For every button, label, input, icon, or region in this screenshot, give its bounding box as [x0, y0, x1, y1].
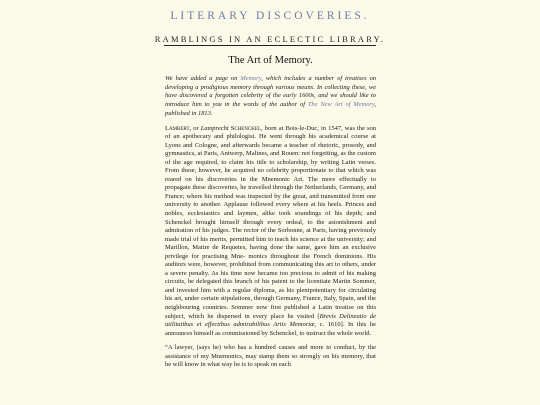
intro-text-2: , which includes a number of treatises on developing a prodigious memory through various means. In collecting these, we have discovered a forgotten celebrity of the early 1600s, and we should like to introduce him to you in the words of the author of [165, 75, 377, 109]
subject-surname: Schenckel [230, 124, 262, 132]
body-paragraph-2: “A lawyer, (says he) who has a hundred causes and more to conduct, by the assistance of my Mnemonics, may stamp them so strongly on his memory, that he will know in what way he is to speak on each [165, 344, 376, 369]
paragraph-or: , or [189, 124, 201, 132]
memory-link[interactable]: Memory [240, 75, 262, 82]
article [165, 55, 376, 376]
new-art-of-memory-link[interactable]: The New Art of Memory [307, 101, 375, 109]
site-subtitle: RAMBLINGS IN AN ECLECTIC LIBRARY. [154, 34, 386, 44]
paragraph-1-text-1: , born at Bois-le-Duc, in 1547, was the son of an apothecary and philologist. He went through his academical course at Lyons and Cologne, and afterwards became a teacher of rhetoric, prosody, and gymnastics, at Paris, Antwerp, Malines, and Rouen: not forgetting, as the custom of the age required, to claim his title to scholarship, by writing Latin verses. From these, however, he acquired no celebrity proportionate to that which was reared on his discoveries in the Mnemonic Art. The more effectually to propagate these discoveries, he travelled through the Netherlands, Germany, and France; where his method was inspected by the great, and transmitted from one university to another. Applause followed every where at his heels. Princes and nobles, ecclesiastics and laymen, alike took soundings of his depth; and Schenckel brought himself through every ordeal, to the astonishment and admiration of his judges. The rector of the Sorbonne, at Paris, having previously made trial of his merits, permitted him to teach his science at the university; and Marillon, Maitre de Requetes, having done the same, gave him an exclusive privilege for practising Mne- monics throughout the French dominions. His auditors were, however, prohibited from communicating this art to others, under a severe penalty. As his time now became too precious to admit of his making circuits, he delegated this branch of his patent to the licentiate Martin Sommer, and invested him with a regular diploma, as his plenipotentiary for circulating his art, under certain stipulations, through Germany, France, Italy, Spain, and the neighbouring countries. Sommer now first published a Latin treatise on this subject, which he dispersed in every place he visited [ [165, 124, 377, 320]
masthead [0, 6, 540, 44]
article-title: The Art of Memory. [228, 55, 313, 66]
site-title-link[interactable]: LITERARY DISCOVERIES. [170, 10, 370, 22]
article-intro [165, 75, 376, 119]
subject-name: Lambert [165, 124, 190, 132]
intro-text-1: We have added a page on [165, 75, 241, 82]
intro-text-3: , published in 1813. [165, 101, 376, 117]
latin-treatise-title: Brevis Delineatio de utilitatibus et effectibus admirabilibus Artis Memoriæ [165, 312, 376, 329]
paragraph-1-text-2: , c. 1610]. In this he announces himself as commissioned by Schenckel, to instruct the whole world. [165, 321, 376, 337]
body-paragraph-1 [165, 125, 376, 339]
subject-alt-name: Lamprecht [200, 124, 229, 132]
header-divider [164, 45, 376, 46]
